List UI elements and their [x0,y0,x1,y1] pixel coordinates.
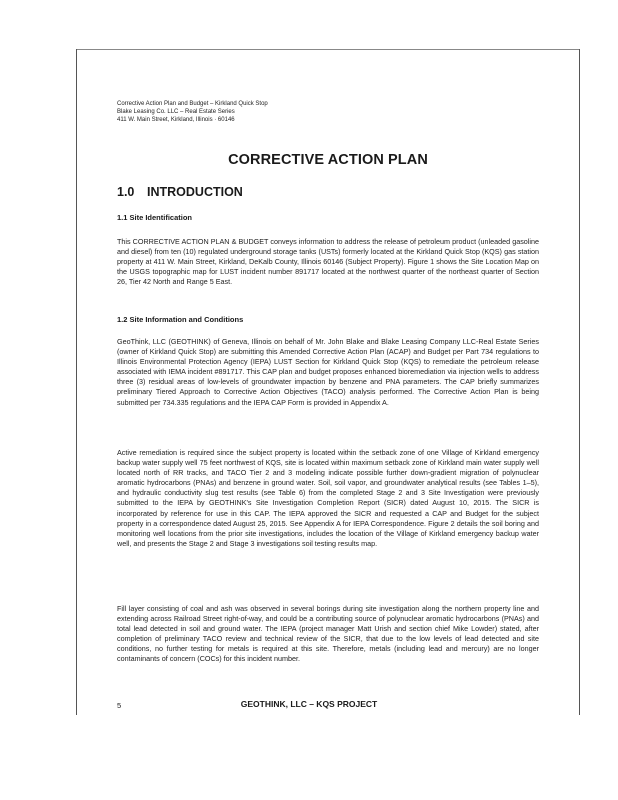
subsection-heading-site-information: 1.2 Site Information and Conditions [117,315,244,324]
document-body [117,100,539,664]
paragraph-fill-layer: Fill layer consisting of coal and ash was observed in several borings during site investigation along the northern property line and extending across Railroad Street right-of-way, and could be a contributing source of polynuclear aromatic hydrocarbons (PNAs) and total lead detected in soil and ground water. The IEPA (project manager Matt Urish and section chief Mike Lowder) stated, after completion of preliminary TACO review and technical review of the SICR, that due to the low levels of lead detected and site conditions, no further testing for metals is required at this site. Therefore, metals (including lead and mercury) are no longer contaminants of concern (COCs) for this incident number. [117,604,539,664]
page-border-right [579,49,580,715]
page-number: 5 [117,701,122,710]
section-title: INTRODUCTION [147,185,243,199]
section-number: 1.0 [117,185,135,199]
document-title: CORRECTIVE ACTION PLAN [228,152,428,168]
paragraph-site-identification: This CORRECTIVE ACTION PLAN & BUDGET conveys information to address the release of petroleum product (unleaded gasoline and diesel) from ten (10) regulated underground storage tanks (USTs) formerly located at the Kirkland Quick Stop (KQS) gas station property at 411 W. Main Street, Kirkland, DeKalb County, Illinois 60146 (Subject Property). Figure 1 shows the Site Location Map on the USGS topographic map for LUST incident number 891717 located at the northwest quarter of the northeast quarter of Section 26, Tier 42 North and Range 5 East. [117,237,539,287]
paragraph-active-remediation: Active remediation is required since the subject property is located within the setback zone of one Village of Kirkland emergency backup water supply well 75 feet northwest of KQS, site is located within maximum setback zone of Kirkland main water supply well located north of RR tracks, and TACO Tier 2 and 3 modeling indicate possible further down-gradient migration of polynuclear aromatic hydrocarbons (PNAs) and benzene in ground water. Soil, soil vapor, and groundwater analytical results (see Tables 1–5), and hydraulic conductivity slug test results (see Table 6) from the completed Stage 2 and 3 Site Investigation were previously submitted to the IEPA by GEOTHINK's Site Investigation Completion Report (SICR) dated August 10, 2015. The SICR is incorporated by reference for use in this CAP. The IEPA approved the SICR and requested a CAP and Budget for the subject property in a correspondence dated August 25, 2015. See Appendix A for IEPA Correspondence. Figure 2 details the soil boring and monitoring well locations from the prior site investigations, includes the location of the Village of Kirkland emergency backup water well, and presents the Stage 2 and Stage 3 investigations soil testing results map. [117,448,539,548]
document-header [117,100,539,124]
header-line-2: Blake Leasing Co. LLC – Real Estate Series [117,109,235,115]
header-line-1: Corrective Action Plan and Budget – Kirkland Quick Stop [117,101,268,107]
section-heading [117,185,243,199]
subsection-heading-site-identification: 1.1 Site Identification [117,213,193,222]
page-border-left [76,49,77,715]
paragraph-site-information: GeoThink, LLC (GEOTHINK) of Geneva, Illinois on behalf of Mr. John Blake and Blake Leasing Company LLC-Real Estate Series (owner of Kirkland Quick Stop) are submitting this Amended Corrective Action Plan (ACAP) and Budget per Part 734 regulations to Illinois Environmental Protection Agency (IEPA) LUST Section for Kirkland Quick Stop (KQS) to remediate the petroleum release associated with IEMA incident #891717. This CAP plan and budget proposes enhanced bioremediation via injection wells to address three (3) residual areas of low-levels of groundwater impaction by benzene and PNA parameters. The CAP briefly summarizes preliminary Tiered Approach to Corrective Action Objectives (TACO) analysis performed. The Corrective Action Plan is being submitted per 734.335 regulations and the IEPA CAP Form is provided in Appendix A. [117,337,539,407]
footer-text: GEOTHINK, LLC – KQS PROJECT [240,699,378,709]
page-border-top [76,49,580,50]
header-line-3: 411 W. Main Street, Kirkland, Illinois · 60146 [117,117,235,123]
